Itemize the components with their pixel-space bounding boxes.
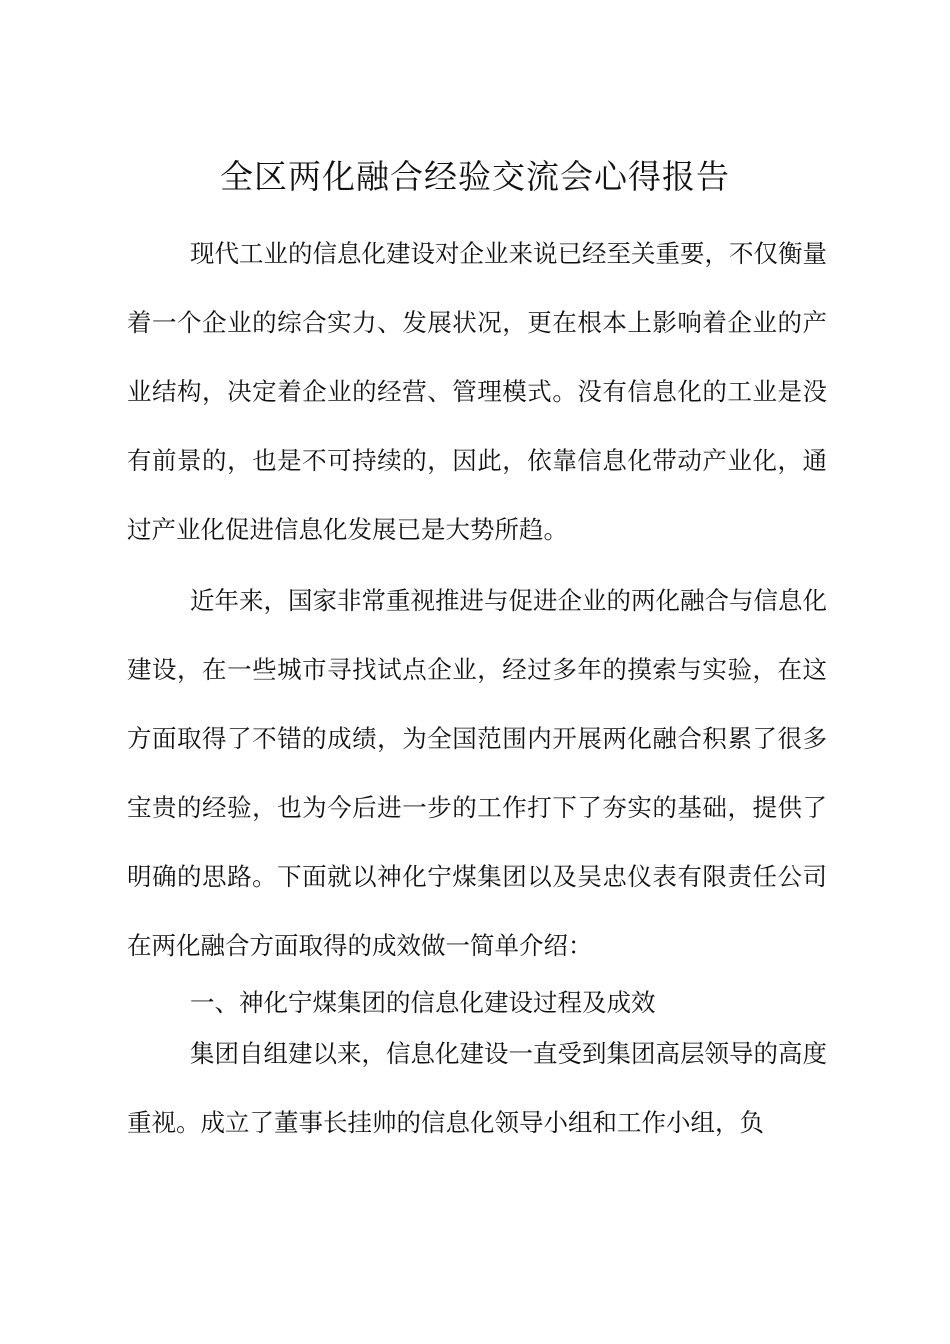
section-heading: 一、神化宁煤集团的信息化建设过程及成效: [190, 988, 656, 1017]
paragraph-group-overview: 集团自组建以来，信息化建设一直受到集团高层领导的高度重视。成立了董事长挂帅的信息化领导小组和工作小组，负: [127, 1039, 827, 1137]
document-title: 全区两化融合经验交流会心得报告: [220, 157, 730, 196]
paragraph-national-progress: 近年来，国家非常重视推进与促进企业的两化融合与信息化建设，在一些城市寻找试点企业，经过多年的摸索与实验，在这方面取得了不错的成绩，为全国范围内开展两化融合积累了很多宝贵的经验，也为今后进一步的工作打下了夯实的基础，提供了明确的思路。下面就以神化宁煤集团以及吴忠仪表有限责任公司在两化融合方面取得的成效做一简单介绍：: [127, 586, 827, 960]
paragraph-intro: 现代工业的信息化建设对企业来说已经至关重要，不仅衡量着一个企业的综合实力、发展状况，更在根本上影响着企业的产业结构，决定着企业的经营、管理模式。没有信息化的工业是没有前景的，也是不可持续的，因此，依靠信息化带动产业化，通过产业化促进信息化发展已是大势所趋。: [127, 239, 827, 544]
